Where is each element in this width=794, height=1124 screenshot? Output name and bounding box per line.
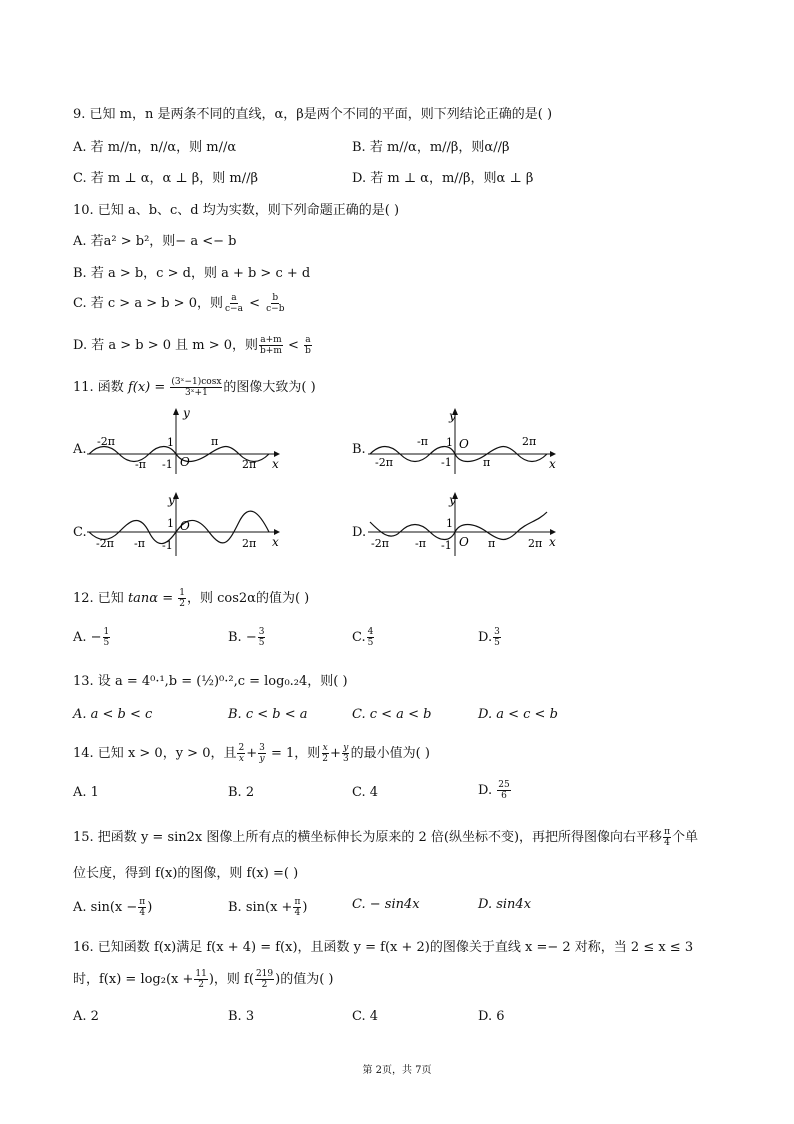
tick-two-pi: 2π: [242, 537, 257, 550]
tick-one: 1: [167, 436, 174, 449]
fraction: [265, 293, 285, 314]
question-14-prefix: 14. 已知 x > 0，y > 0，且: [73, 746, 237, 761]
question-16-option-a: A. 2: [73, 1009, 99, 1024]
question-16-option-b: B. 3: [228, 1009, 255, 1024]
numerator: π: [139, 897, 146, 907]
x-label: x: [549, 457, 556, 471]
fraction: [194, 969, 207, 990]
tick-neg-pi: -π: [135, 458, 146, 471]
denominator: 3: [342, 754, 349, 764]
question-15-option-a: A. sin(x − $\frac{\pi}{4}$ ): [73, 897, 153, 918]
numerator: 219: [255, 969, 274, 979]
fraction: [170, 377, 222, 398]
numerator: 11: [195, 969, 207, 979]
denominator: 2: [198, 980, 204, 990]
denominator: x: [238, 754, 244, 764]
denominator: 4: [139, 908, 146, 918]
option-label: D.: [478, 783, 493, 798]
origin-label: O: [180, 455, 190, 469]
tick-pi: π: [488, 537, 496, 550]
y-label: y: [449, 493, 456, 507]
origin-label: O: [459, 437, 469, 451]
denominator: 2: [322, 754, 329, 764]
question-13-option-d: D. a < c < b: [478, 707, 558, 722]
question-10-stem: 10. 已知 a、b、c、d 均为实数，则下列命题正确的是( ): [73, 203, 400, 218]
y-axis-arrow: [173, 408, 179, 415]
option-label: D.: [478, 630, 493, 645]
denominator: 4: [664, 838, 670, 848]
fraction: [259, 335, 283, 356]
question-12-suffix: ，则 cos2α的值为( ): [186, 591, 310, 606]
denominator: 5: [494, 638, 500, 648]
question-12-option-b: [228, 627, 266, 648]
graph-option-b: [365, 406, 565, 476]
question-10-option-d: D. 若 a > b > 0 且 m > 0，则 $\frac{a+m}{b+m}$ < $\frac{a}{b}$: [73, 335, 311, 356]
graph-option-a: [84, 406, 284, 476]
tick-neg-one: -1: [162, 458, 173, 471]
question-15-prefix: 15. 把函数 y = sin2x 图像上所有点的横坐标伸长为原来的 2 倍(纵坐标不变)，再把所得图像向右平移: [73, 830, 663, 845]
question-12-option-c: [352, 627, 375, 648]
question-16-mid: )，则 f(: [208, 972, 254, 987]
question-12-option-d: [478, 627, 502, 648]
tick-neg-one: -1: [441, 456, 452, 469]
denominator: b+m: [260, 346, 282, 356]
denominator: c−a: [224, 304, 243, 314]
origin-label: O: [180, 519, 190, 533]
fraction: [138, 897, 146, 918]
question-11-prefix: 11. 函数: [73, 380, 124, 395]
tick-neg-one: -1: [162, 539, 173, 552]
fraction: [497, 780, 510, 801]
question-16-option-c: C. 4: [352, 1009, 379, 1024]
numerator: 1: [179, 588, 185, 598]
denominator: 4: [294, 908, 301, 918]
option-label: A. sin(x −: [73, 900, 138, 915]
option-label: A. −: [73, 630, 102, 645]
question-11-lhs: f(x) =: [127, 380, 166, 395]
question-14-mid: = 1，则: [271, 746, 321, 761]
graph-option-d: [365, 490, 565, 560]
question-15-option-d: D. sin4x: [478, 897, 532, 912]
question-13-option-b: B. c < b < a: [228, 707, 308, 722]
x-label: x: [272, 535, 279, 549]
question-9-option-b: B. 若 m//α，m//β，则α//β: [352, 140, 510, 155]
question-11-option-d-label: D.: [352, 525, 367, 540]
question-11-option-c-label: C.: [73, 525, 87, 540]
question-15-suffix: 个单: [671, 830, 698, 845]
numerator: x: [322, 743, 328, 753]
fraction: [321, 743, 329, 764]
question-16-option-d: D. 6: [478, 1009, 505, 1024]
numerator: b: [272, 293, 279, 303]
question-16-line-2: [73, 968, 333, 990]
question-12-prefix: 12. 已知: [73, 591, 124, 606]
question-11-stem: [73, 376, 316, 398]
question-12-stem: [73, 587, 309, 609]
question-14-option-c: C. 4: [352, 785, 379, 800]
tick-one: 1: [167, 517, 174, 530]
numerator: 2: [238, 743, 245, 753]
numerator: (3ˣ−1)cosx: [171, 377, 222, 387]
tick-neg-one: -1: [441, 539, 452, 552]
denominator: 5: [258, 638, 265, 648]
numerator: a+m: [260, 335, 282, 345]
question-10-option-c: C. 若 c > a > b > 0，则 $\frac{a}{c-a}$ < $\frac{b}{c-b}$: [73, 293, 285, 314]
question-9-option-c: C. 若 m ⊥ α，α ⊥ β，则 m//β: [73, 171, 258, 186]
fraction: [493, 627, 501, 648]
numerator: 3: [494, 627, 500, 637]
origin-label: O: [459, 535, 469, 549]
question-15-line-1: [73, 826, 698, 848]
numerator: π: [294, 897, 301, 907]
question-11-suffix: 的图像大致为( ): [223, 380, 316, 395]
fraction: [178, 588, 186, 609]
question-10-option-c-text: C. 若 c > a > b > 0，则: [73, 296, 223, 311]
question-13-stem: 13. 设 a = 4⁰·¹,b = (½)⁰·²,c = log₀.₂4，则( ): [73, 674, 348, 689]
question-14-option-a: A. 1: [73, 785, 99, 800]
tick-neg-two-pi: -2π: [97, 435, 115, 448]
option-label: B. sin(x +: [228, 900, 293, 915]
question-16-suffix: )的值为( ): [275, 972, 334, 987]
question-12-tan: tanα =: [127, 591, 174, 606]
fraction: [293, 897, 301, 918]
numerator: a: [231, 293, 237, 303]
numerator: y: [343, 743, 349, 753]
tick-neg-pi: -π: [134, 537, 145, 550]
fraction: [237, 743, 245, 764]
tick-pi: π: [211, 435, 219, 448]
denominator: 6: [501, 791, 507, 801]
question-11-option-b-label: B.: [352, 442, 366, 457]
denominator: c−b: [266, 304, 285, 314]
fraction: [255, 969, 274, 990]
tick-two-pi: 2π: [522, 435, 537, 448]
option-label: C.: [352, 630, 366, 645]
fraction: [663, 827, 671, 848]
denominator: 2: [261, 980, 268, 990]
question-10-option-a: A. 若a² > b²，则− a <− b: [73, 234, 237, 249]
denominator: 5: [367, 638, 374, 648]
question-9-stem: 9. 已知 m，n 是两条不同的直线，α，β是两个不同的平面，则下列结论正确的是( ): [73, 107, 553, 122]
denominator: 5: [103, 638, 110, 648]
tick-neg-two-pi: -2π: [371, 537, 389, 550]
graph-option-c: [84, 490, 284, 560]
numerator: π: [664, 827, 670, 837]
numerator: 25: [498, 780, 510, 790]
fraction: [224, 293, 244, 314]
tick-two-pi: 2π: [528, 537, 543, 550]
tick-one: 1: [446, 436, 453, 449]
tick-neg-two-pi: -2π: [375, 456, 393, 469]
question-9-option-d: D. 若 m ⊥ α，m//β，则α ⊥ β: [352, 171, 534, 186]
question-16-line-1: 16. 已知函数 f(x)满足 f(x + 4) = f(x)，且函数 y = f(x + 2)的图像关于直线 x =− 2 对称，当 2 ≤ x ≤ 3: [73, 940, 694, 955]
numerator: a: [305, 335, 311, 345]
page-number-footer: 第 2页，共 7页: [362, 1065, 432, 1076]
question-14-option-d: [478, 780, 512, 801]
tick-two-pi: 2π: [242, 458, 257, 471]
fraction: [258, 743, 266, 764]
x-label: x: [272, 457, 279, 471]
tick-neg-pi: -π: [417, 435, 428, 448]
question-14-option-b: B. 2: [228, 785, 255, 800]
fraction: [103, 627, 111, 648]
question-13-option-a: A. a < b < c: [73, 707, 153, 722]
tick-one: 1: [446, 517, 453, 530]
question-16-prefix: 时，f(x) = log₂(x +: [73, 972, 194, 987]
y-label: y: [168, 493, 175, 507]
question-11-option-a-label: A.: [73, 442, 87, 457]
numerator: 3: [259, 743, 265, 753]
y-label: y: [449, 409, 456, 423]
question-15-line-2: 位长度，得到 f(x)的图像，则 f(x) =( ): [73, 866, 299, 881]
question-13-option-c: C. c < a < b: [352, 707, 432, 722]
numerator: 1: [103, 627, 110, 637]
question-9-option-a: A. 若 m//n，n//α，则 m//α: [73, 140, 237, 155]
question-14-suffix: 的最小值为( ): [350, 746, 430, 761]
denominator: b: [305, 346, 311, 356]
x-label: x: [549, 535, 556, 549]
question-12-option-a: [73, 627, 111, 648]
denominator: 2: [179, 599, 185, 609]
question-14-stem: 14. 已知 x > 0，y > 0，且 $\frac{2}{x}$ + $\frac{3}{y}$ = 1，则 $\frac{x}{2}$ + $\frac{y}{3}$ 的最小值为( ): [73, 743, 430, 764]
denominator: y: [259, 754, 265, 764]
denominator: 3ˣ+1: [184, 388, 208, 398]
fraction: [258, 627, 266, 648]
question-15-option-c: C. − sin4x: [352, 897, 420, 912]
option-label: B. −: [228, 630, 257, 645]
tick-pi: π: [483, 456, 491, 469]
numerator: 3: [258, 627, 265, 637]
numerator: 4: [367, 627, 374, 637]
tick-neg-pi: -π: [415, 537, 426, 550]
fraction: [304, 335, 312, 356]
fraction: [342, 743, 350, 764]
tick-neg-two-pi: -2π: [96, 537, 114, 550]
fraction: [367, 627, 375, 648]
question-10-option-d-text: D. 若 a > b > 0 且 m > 0，则: [73, 338, 259, 353]
question-15-option-b: B. sin(x + $\frac{\pi}{4}$ ): [228, 897, 308, 918]
question-10-option-b: B. 若 a > b，c > d，则 a + b > c + d: [73, 266, 311, 281]
y-label: y: [183, 406, 190, 420]
